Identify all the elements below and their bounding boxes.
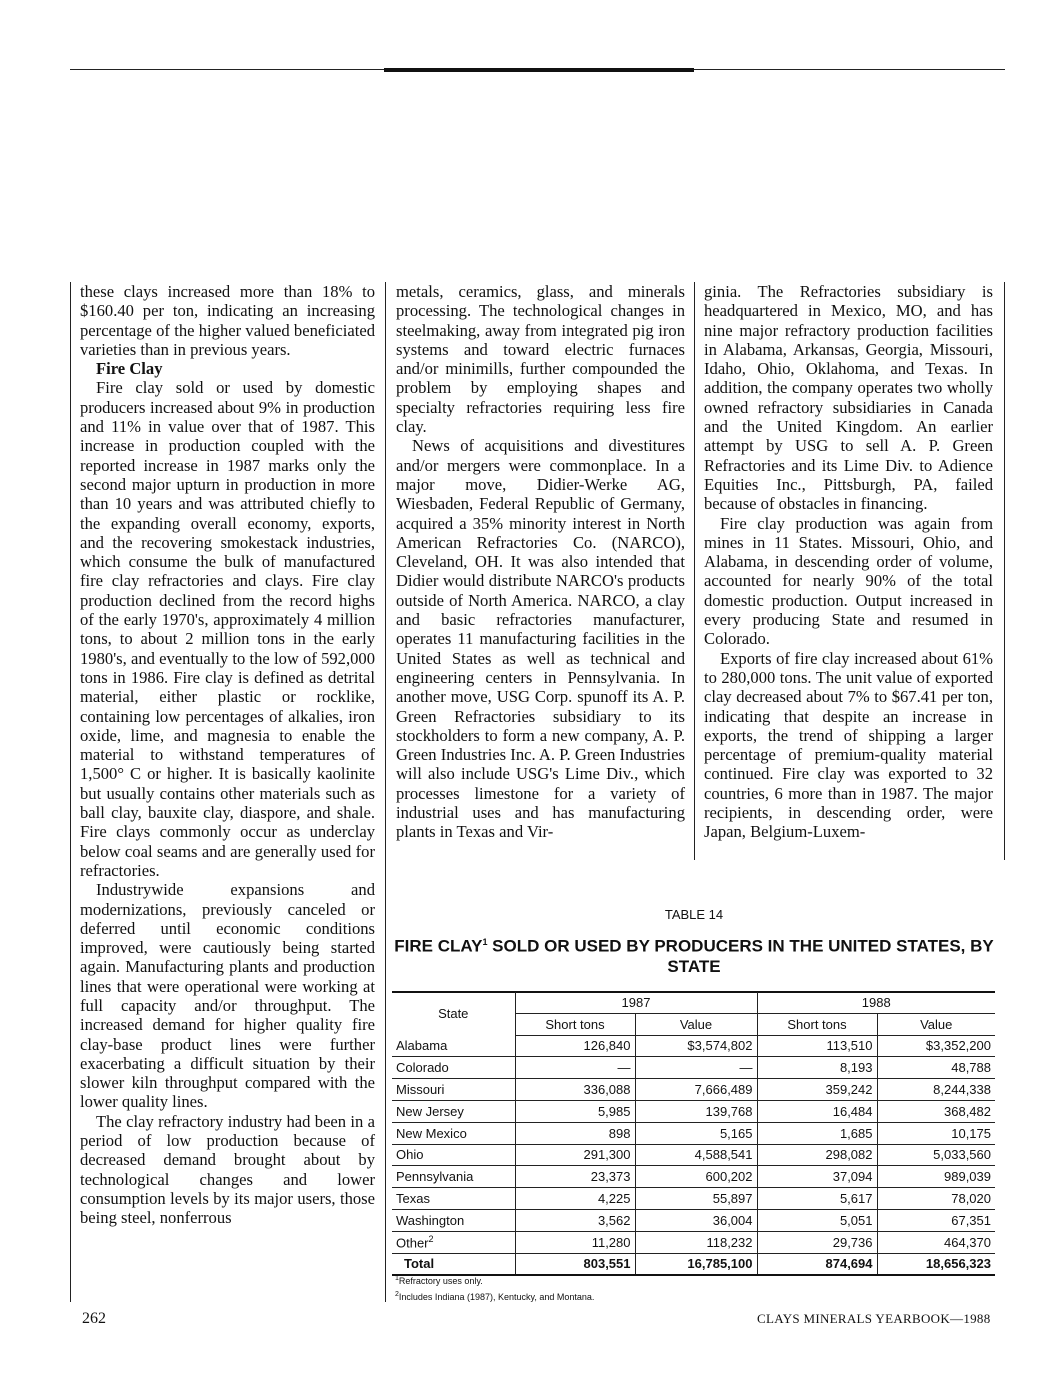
table-row [392, 1188, 995, 1210]
cell-state: New Mexico [392, 1122, 515, 1144]
cell-state: New Jersey [392, 1100, 515, 1122]
cell-tons-1987: 11,280 [515, 1231, 635, 1253]
cell-value-1987: 7,666,489 [635, 1079, 757, 1101]
table-title: FIRE CLAY$^1$ SOLD OR USED BY PRODUCERS IN THE UNITED STATES, BY STATE [394, 936, 994, 976]
table-caption: TABLE 14 [664, 907, 724, 922]
cell-tons-1988: 16,484 [757, 1100, 877, 1122]
cell-value-1988: 10,175 [877, 1122, 995, 1144]
paragraph: The clay refractory industry had been in a period of low production because of decreased demand brought about by technological changes and lower consumption levels by its major users, those being steel, nonferrous [80, 1111, 375, 1228]
table-row [392, 1079, 995, 1101]
table-row [392, 1231, 995, 1253]
page-number: 262 [82, 1310, 106, 1327]
table-row [392, 1209, 995, 1231]
cell-value-1987: 16,785,100 [635, 1253, 757, 1275]
cell-state: Missouri [392, 1079, 515, 1101]
cell-value-1988: 989,039 [877, 1166, 995, 1188]
cell-value-1988: 18,656,323 [877, 1253, 995, 1275]
paragraph: Fire clay production was again from mines in 11 States. Missouri, Ohio, and Alabama, in descending order of volume, accounted for nearly 90% of the total domestic production. Output increased in every producing State and resumed in Colorado. [704, 513, 993, 649]
text-column-3 [704, 282, 993, 842]
text-column-1 [80, 282, 375, 1228]
cell-value-1988: 8,244,338 [877, 1079, 995, 1101]
footnote-1: $^1$Refractory uses only. [395, 1275, 483, 1286]
table-row [392, 1035, 995, 1057]
header-value: Value [877, 1013, 995, 1035]
cell-tons-1988: 29,736 [757, 1231, 877, 1253]
table-row [392, 1166, 995, 1188]
paragraph: News of acquisitions and divestitures and/or mergers were commonplace. In a major move, Didier-Werke AG, Wiesbaden, Federal Republic of Germany, acquired a 35% minority interest in North American Refractories Co. (NARCO), Cleveland, OH. It was also intended that Didier would distribute NARCO's products outside of North America. NARCO, a clay and basic refractories manufacturer, operates 11 manufacturing facilities in the United States as well as technical and engineering centers in Pennsylvania. In another move, USG Corp. spunoff its A. P. Green Refractories subsidiary to its stockholders to form a new company, A. P. Green Industries Inc. A. P. Green Industries will also include USG's Lime Div., which processes limestone for a variety of industrial uses and has manufacturing plants in Texas and Vir- [396, 436, 685, 842]
footnote-2: $^2$Includes Indiana (1987), Kentucky, and Montana. [395, 1291, 595, 1302]
text-column-2 [396, 282, 685, 842]
cell-tons-1987: 898 [515, 1122, 635, 1144]
header-value: Value [635, 1013, 757, 1035]
table-row [392, 1057, 995, 1079]
cell-tons-1988: 5,051 [757, 1209, 877, 1231]
paragraph: these clays increased more than 18% to $160.40 per ton, indicating an increasing percentage of the higher valued beneficiated varieties than in previous years. [80, 282, 375, 359]
cell-value-1987: $3,574,802 [635, 1035, 757, 1057]
table-row [392, 1122, 995, 1144]
cell-state: Washington [392, 1209, 515, 1231]
header-year-1988: 1988 [757, 992, 995, 1013]
cell-value-1988: 78,020 [877, 1188, 995, 1210]
cell-value-1987: 139,768 [635, 1100, 757, 1122]
paragraph: metals, ceramics, glass, and minerals processing. The technological changes in steelmaking, away from integrated pig iron systems and toward electric furnaces and/or minimills, further compounded the problem by employing shapes and specialty refractories requiring less fire clay. [396, 282, 685, 437]
running-title: CLAYS MINERALS YEARBOOK—1988 [757, 1311, 991, 1326]
cell-tons-1988: 5,617 [757, 1188, 877, 1210]
cell-value-1988: 464,370 [877, 1231, 995, 1253]
cell-state: Pennsylvania [392, 1166, 515, 1188]
table-row [392, 1144, 995, 1166]
cell-state: Alabama [392, 1035, 515, 1057]
table-footnotes [395, 1272, 594, 1304]
cell-tons-1987: 336,088 [515, 1079, 635, 1101]
section-heading-fire-clay: Fire Clay [96, 359, 163, 379]
cell-tons-1988: 113,510 [757, 1035, 877, 1057]
paragraph: Exports of fire clay increased about 61% to 280,000 tons. The unit value of exported clay decreased about 7% to $67.41 per ton, indicating that despite an increase in exports, the trend of shipping a larger percentage of premium-quality material continued. Fire clay was exported to 32 countries, 6 more than in 1987. The major recipients, in descending order, were Japan, Belgium-Luxem- [704, 648, 993, 842]
cell-value-1987: 4,588,541 [635, 1144, 757, 1166]
column-divider-left [70, 282, 71, 1302]
cell-state: Texas [392, 1188, 515, 1210]
cell-tons-1988: 8,193 [757, 1057, 877, 1079]
header-short-tons: Short tons [515, 1013, 635, 1035]
cell-tons-1988: 1,685 [757, 1122, 877, 1144]
table-row [392, 1100, 995, 1122]
cell-value-1988: 48,788 [877, 1057, 995, 1079]
cell-value-1987: 600,202 [635, 1166, 757, 1188]
cell-tons-1987: 23,373 [515, 1166, 635, 1188]
cell-value-1987: 36,004 [635, 1209, 757, 1231]
cell-tons-1987: 3,562 [515, 1209, 635, 1231]
cell-value-1987: 55,897 [635, 1188, 757, 1210]
cell-value-1987: — [635, 1057, 757, 1079]
column-divider-1 [385, 282, 386, 1302]
cell-value-1988: $3,352,200 [877, 1035, 995, 1057]
cell-value-1988: 67,351 [877, 1209, 995, 1231]
cell-tons-1987: 5,985 [515, 1100, 635, 1122]
column-divider-right [1004, 282, 1005, 860]
header-year-1987: 1987 [515, 992, 757, 1013]
header-state: State [392, 992, 515, 1035]
paragraph: ginia. The Refractories subsidiary is headquartered in Mexico, MO, and has nine major refractory production facilities in Alabama, Arkansas, Georgia, Missouri, Idaho, Ohio, Oklahoma, and Texas. In addition, the company operates two wholly owned refractory subsidiaries in Canada and the United Kingdom. An earlier attempt by USG to sell A. P. Green Refractories and its Lime Div. to Adience Equities Inc., Pittsburgh, PA, failed because of obstacles in financing. [704, 282, 993, 514]
cell-value-1987: 118,232 [635, 1231, 757, 1253]
header-rule-accent [384, 68, 694, 72]
cell-value-1987: 5,165 [635, 1122, 757, 1144]
column-divider-2 [694, 282, 695, 860]
paragraph: Fire clay sold or used by domestic producers increased about 9% in production and 11% in value over that of 1987. This increase in production coupled with the reported increase in 1987 marks only the second major upturn in production in more than 10 years and was attributed chiefly to the expanding overall economy, exports, and the recovering smokestack industries, which consume the bulk of manufactured fire clay refractories and clays. Fire clay production declined from the record highs of the early 1970's, approximately 4 million tons, to about 2 million tons in the early 1980's, and eventually to the low of 592,000 tons in 1986. Fire clay is defined as detrital material, either plastic or rocklike, containing low percentages of alkalies, iron oxide, lime, and magnesia to enable the material to withstand temperatures of 1,500° C or higher. It is basically kaolinite but usually contains other materials such as ball clay, bauxite clay, diaspore, and shale. Fire clays commonly occur as underclay below coal seams and are generally used for refractories. [80, 378, 375, 880]
cell-state: Other$^2$ [392, 1231, 515, 1253]
cell-tons-1987: 126,840 [515, 1035, 635, 1057]
cell-tons-1987: 291,300 [515, 1144, 635, 1166]
cell-tons-1987: 803,551 [515, 1253, 635, 1275]
cell-tons-1987: — [515, 1057, 635, 1079]
paragraph: Industrywide expansions and modernizations, previously canceled or deferred until economic conditions improved, were cautiously being started again. Manufacturing plants and production lines that were operational were working at full capacity and/or throughput. The increased demand for higher quality fire clay-base product lines were further exacerbating a difficult situation by their slower kiln throughput compared with the lower quality lines. [80, 880, 375, 1112]
cell-state: Total [392, 1253, 515, 1275]
cell-tons-1988: 298,082 [757, 1144, 877, 1166]
cell-value-1988: 368,482 [877, 1100, 995, 1122]
cell-state: Ohio [392, 1144, 515, 1166]
cell-value-1988: 5,033,560 [877, 1144, 995, 1166]
cell-state: Colorado [392, 1057, 515, 1079]
fire-clay-by-state-table [392, 992, 995, 1276]
cell-tons-1988: 359,242 [757, 1079, 877, 1101]
cell-tons-1987: 4,225 [515, 1188, 635, 1210]
cell-tons-1988: 37,094 [757, 1166, 877, 1188]
cell-tons-1988: 874,694 [757, 1253, 877, 1275]
header-short-tons: Short tons [757, 1013, 877, 1035]
